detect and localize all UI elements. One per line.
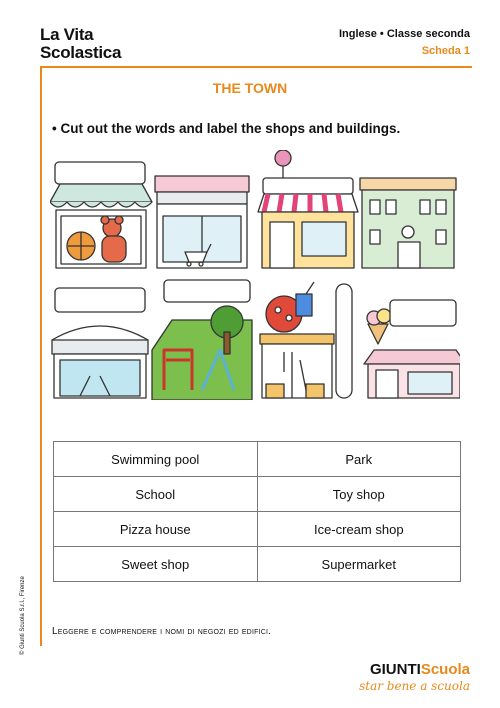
copyright-notice: © Giunti Scuola S.r.l., Firenze <box>20 576 26 655</box>
pizza-house-illustration <box>260 282 352 398</box>
park-illustration <box>152 280 252 400</box>
magazine-logo <box>40 26 121 62</box>
brand-tagline: star bene a scuola <box>359 679 470 693</box>
brand-name-a: GIUNTI <box>369 661 421 678</box>
buildings-illustration <box>50 150 460 400</box>
table-row <box>54 512 461 547</box>
word-school: School <box>54 477 258 512</box>
publisher-logo <box>359 661 470 693</box>
word-park: Park <box>257 442 461 477</box>
sweet-shop-illustration <box>258 150 358 268</box>
word-table <box>53 441 461 582</box>
ice-cream-shop-illustration <box>364 300 460 398</box>
logo-line-2: Scolastica <box>40 43 122 62</box>
footnote: Leggere e comprendere i nomi di negozi ed edifici. <box>52 626 272 637</box>
subject-label: Inglese • Classe seconda <box>338 28 470 40</box>
sheet-number: Scheda 1 <box>421 45 470 57</box>
table-row <box>54 547 461 582</box>
word-supermarket: Supermarket <box>257 547 461 582</box>
swimming-pool-illustration <box>52 288 148 398</box>
supermarket-illustration <box>155 176 249 268</box>
instruction: • Cut out the words and label the shops and buildings. <box>52 121 401 136</box>
logo-line-1: La Vita <box>40 25 94 44</box>
word-sweet-shop: Sweet shop <box>54 547 258 582</box>
school-illustration <box>360 178 456 268</box>
brand-name-b: Scuola <box>420 661 470 678</box>
page-title: THE TOWN <box>212 80 288 96</box>
word-toy-shop: Toy shop <box>257 477 461 512</box>
header-info <box>339 28 470 57</box>
word-pizza-house: Pizza house <box>54 512 258 547</box>
table-row <box>54 477 461 512</box>
table-row <box>54 442 461 477</box>
word-ice-cream-shop: Ice-cream shop <box>257 512 461 547</box>
toy-shop-illustration <box>50 162 152 268</box>
word-swimming-pool: Swimming pool <box>54 442 258 477</box>
